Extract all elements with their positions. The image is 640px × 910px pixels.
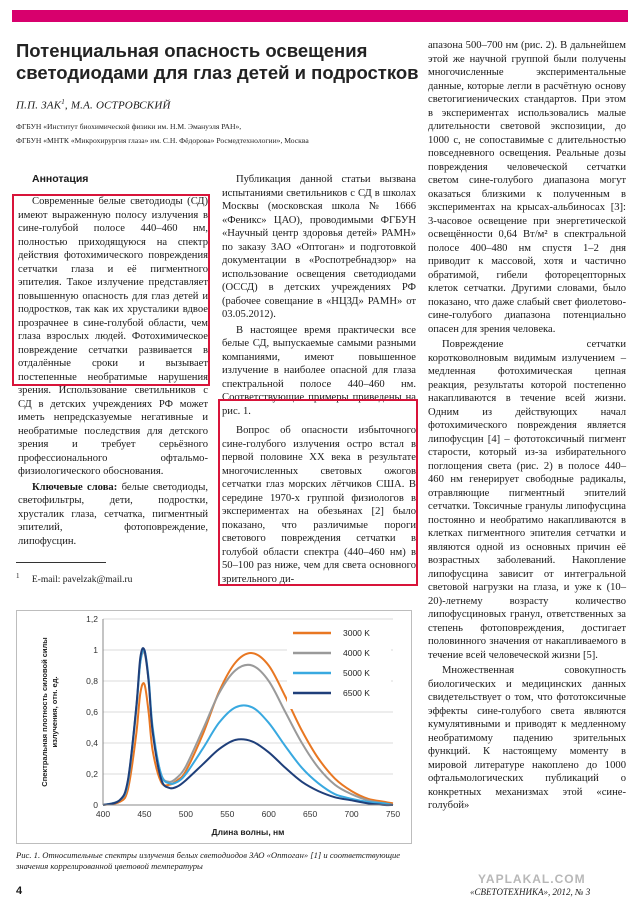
col3-paragraph-2: Повреждение сетчатки коротковолновым видимым излучением – медленная фотохимическая цепная реакция, результаты которой постепенно накапливаются в течение всей жизни. Одним из действующих начал фотохимического повреждения является липофусцин [4] – фототоксичный пигмент старости, который из-за избирательного поглощения света (рис. 2) в полосе 440–460 нм генерирует свободные радикалы, отравляющие пигментный эпителий сетчатки. Токсичные гранулы липофусцина постоянно и необратимо накапливаются в клетках пигментного эпителия сетчатки и являются одной из основных причин её возрастных заболеваний. Накопление липофусцина зависит от интегральной световой нагрузки на глаза, и уже к (10–20)-летнему возрасту количество липофусциновых гранул, ответственных за степень фотоповреждения, достигает половинного значения от накапливаемого в течение всей человеческой жизни [5]. (428, 339, 626, 661)
article-title: Потенциальная опасность освещения светодиодами для глаз детей и подростков (16, 40, 419, 83)
y-axis-label (40, 637, 59, 786)
col3-paragraph-1: апазона 500–700 нм (рис. 2). В дальнейшем этой же научной группой были получены многочисленные экспериментальные данные, которые легли в расчётную основу светогигиенических стандартов. При этом в экспериментах использовались малые длительности световой экспозиции, до 1000 с, не сопоставимые с длительностью повседневного освещения. Реальные дозы повреждения человеческой сетчатки светом сине-голубого диапазона могут оказаться близкими к полученным в экспериментах на крысах-альбиносах [3]: 3-часовое освещение при энергетической освещённости 0,64 Вт/м² в спектральной полосе 400–480 нм спустя 1–2 дня приводит к массовой, хотя и частично обратимой, гибели фоторецепторных клеток сетчатки. Другими словами, было показано, что даже слабый свет фиолетово-сине-голубого диапазона потенциально опасен для зрения человека. (428, 40, 626, 335)
column-3 (428, 39, 626, 813)
x-tick-label: 500 (178, 809, 193, 819)
affiliation-1: ФГБУН «Институт биохимической физики им. Н.М. Эмануэля РАН», (16, 122, 242, 131)
y-tick-label: 0,2 (86, 769, 98, 779)
col3-paragraph-3: Множественная совокупность биологических и медицинских данных свидетельствует о том, что фототоксичные эффекты сине-голубого света являются кумулятивными и приводят к медленному необратимому падению зрительных функций. К настоящему моменту в мировой литературе накоплено до 1000 офтальмологических публикаций о конкретных механизмах этой «сине-голубой» (428, 665, 626, 811)
col2-highlight-box (218, 399, 418, 586)
col2-paragraph-2: В настоящее время практически все белые СД, выпускаемые самыми разными компаниями, имеют повышенное излучение в наиболее опасной для глаза спектральной полосе 440–460 нм. Соответствующие примеры приведены на рис. 1. (222, 324, 416, 417)
x-tick-label: 400 (95, 809, 111, 819)
y-tick-label: 1,2 (86, 614, 98, 624)
x-tick-label: 550 (220, 809, 235, 819)
figure-1-caption: Рис. 1. Относительные спектры излучения белых светодиодов ЗАО «Оптоган» [1] и соответствующие значения коррелированной цветовой температуры (16, 850, 401, 871)
affiliation-2: ФГБУН «МНТК «Микрохирургия глаза» им. С.Н. Фёдорова» Росмедтехнологии», Москва (16, 136, 309, 145)
author-footnote-mark: 1 (61, 98, 65, 106)
legend-background (287, 623, 391, 709)
journal-name: «СВЕТОТЕХНИКА», 2012, № 3 (470, 887, 591, 897)
keywords-paragraph (18, 481, 208, 549)
abstract-heading: Аннотация (32, 173, 89, 185)
figure-1-frame (16, 610, 412, 844)
x-tick-label: 450 (137, 809, 152, 819)
keywords-label: Ключевые слова: (32, 481, 118, 493)
keywords-list: белые светодиоды, светофильтры, дети, подростки, хрусталик глаза, сетчатка, пигментный эпителий, фотоповреждение, липофусцин. (18, 481, 209, 547)
watermark: YAPLAKAL.COM (478, 872, 586, 886)
y-tick-label: 0,8 (86, 676, 98, 686)
legend-label: 4000 K (343, 648, 370, 658)
authors (16, 98, 171, 112)
x-tick-label: 750 (385, 809, 401, 819)
header-color-bar (12, 10, 628, 22)
abstract-highlight-box (12, 194, 210, 386)
author-zak: П.П. ЗАК (16, 99, 62, 112)
y-axis-label-line-1: Спектральная плотность силовой силы (40, 637, 49, 787)
y-axis-label-line-2: излучения, отн. ед. (50, 676, 59, 748)
y-tick-label: 0 (93, 800, 98, 810)
page-number: 4 (16, 885, 23, 897)
footnote-email: E-mail: pavelzak@mail.ru (31, 575, 133, 586)
footnote-rule (16, 562, 106, 563)
author-ostrovsky: , М.А. ОСТРОВСКИЙ (64, 99, 171, 112)
col2-paragraph-3: Вопрос об опасности избыточного сине-голубого излучения остро встал в первой половине XX века в результате многочисленных световых ожогов сетчатки глаз морских лётчиков США. В середине 1970-х группой физиологов в экспериментах на обезьянах [2] было показано, что различимые пороги светового повреждения сетчатки в голубой области спектра (440–460 нм) в 50–100 раз ниже, чем для света основного зрительного ди- (222, 425, 416, 585)
x-tick-label: 600 (261, 809, 276, 819)
y-tick-label: 0,6 (86, 707, 98, 717)
x-tick-label: 650 (303, 809, 318, 819)
col2-paragraph-1: Публикация данной статьи вызвана испытаниями светильников с СД в школах Москвы (московская школа № 1666 «Феникс» ЦАО), проводимыми ФГБУН «Научный центр здоровья детей» РАМН» по заказу ЗАО «Оптоган» и подготовкой документации в «Роспотребнадзор» на использование освещения светодиодами (ОССД) в детских учреждениях РФ (рабочее совещание в «НЦЗД» РАМН» от 03.05.2012). (222, 174, 416, 320)
abstract-text: Современные белые светодиоды (СД) имеют выраженную полосу излучения в сине-голубой полосе 440–460 нм, полностью приходящуюся на спектр действия фотохимического повреждения сетчатки глаза и её пигментного эпителия. Такое излучение представляет повышенную опасность для глаз детей и подростков, так как их хрусталики вдвое прозрачнее в сине-голубой области, чем глаза взрослых людей. Фотохимическое повреждение сетчатки развивается в отдалённые сроки и вызывает постепенные необратимые нарушения зрения. Использование светильников с СД в детских учреждениях РФ может иметь непредсказуемые негативные и необратимые последствия для детского зрения и требует серьёзного профессионального офтальмо-физиологического обоснования. (18, 196, 208, 477)
x-tick-label: 700 (344, 809, 359, 819)
y-tick-label: 0,4 (86, 738, 98, 748)
footnote-mark: 1 (16, 572, 20, 580)
legend-label: 6500 K (343, 688, 370, 698)
x-axis-label: Длина волны, нм (211, 827, 285, 837)
legend-label: 3000 K (343, 628, 370, 638)
y-tick-label: 1 (93, 645, 98, 655)
spectrum-chart (17, 611, 411, 843)
footnote (16, 572, 132, 585)
legend-label: 5000 K (343, 668, 370, 678)
